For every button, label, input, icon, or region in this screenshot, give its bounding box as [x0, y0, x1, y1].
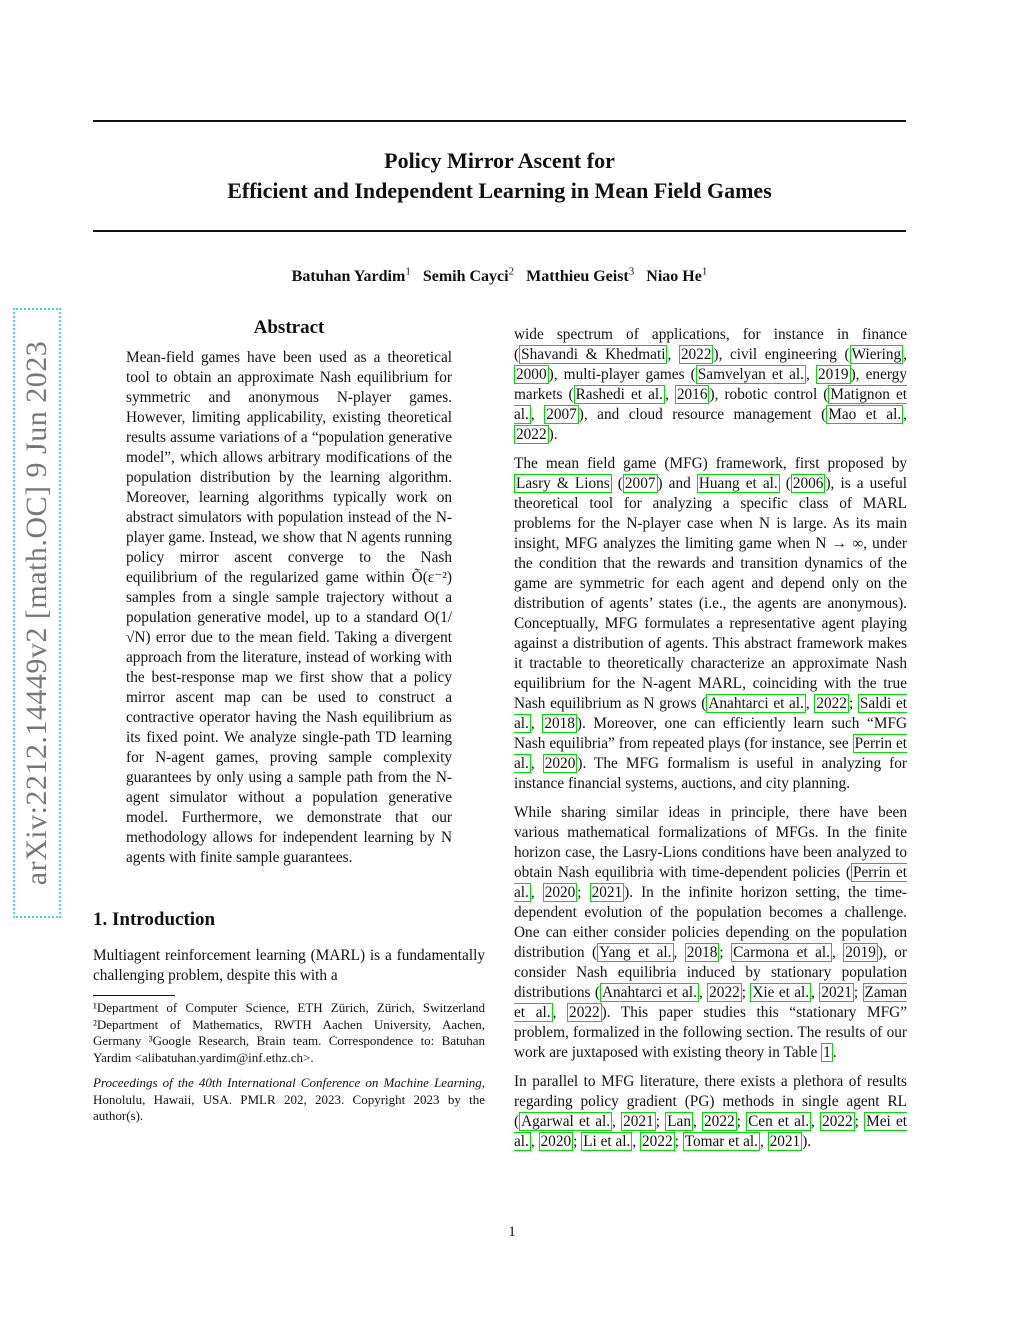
- author: Batuhan Yardim$^1$: [291, 266, 411, 286]
- citation-link[interactable]: 2022: [709, 984, 740, 1001]
- footnote-proceedings: Proceedings of the 40th International Conference on Machine Learning, Honolulu, Hawaii, USA. PMLR 202, 2023. Copyright 2023 by the author(s).: [93, 1075, 485, 1123]
- citation-link[interactable]: Matignon et al.: [514, 386, 907, 423]
- citation-link[interactable]: 2022: [704, 1113, 735, 1130]
- citation-link[interactable]: 2022: [516, 426, 547, 443]
- citation-link[interactable]: 2018: [544, 715, 575, 732]
- author: Niao He$^1$: [646, 266, 708, 286]
- citation-link[interactable]: Carmona et al.: [733, 944, 830, 961]
- citation-link[interactable]: 2007: [546, 406, 577, 423]
- right-column: [514, 325, 907, 1161]
- citation-link[interactable]: 2020: [544, 884, 576, 901]
- citation-link[interactable]: 2021: [769, 1133, 801, 1150]
- citation-link[interactable]: 2021: [591, 884, 623, 901]
- paragraph: wide spectrum of applications, for instance in finance ( Shavandi & Khedmati , 2022 ), civil engineering ( Wiering , 2000 ), multi-player games ( Samvelyan et al. , 2019 ), energy markets ( Rashedi et al. , 2016 ), robotic control ( Matignon et al. , 2007 ), and cloud resource management ( Mao et al. , 2022 ).: [514, 326, 907, 443]
- citation-link[interactable]: 2022: [569, 1004, 600, 1021]
- citation-link[interactable]: Anahtarci et al.: [708, 695, 804, 712]
- paragraph: While sharing similar ideas in principle, there have been various mathematical formalizations of MFGs. In the finite horizon case, the Lasry-Lions conditions have been analyzed to obtain Nash equilibria with time-dependent policies ( Perrin et al. , 2020 ; 2021 ). In the infinite horizon setting, the time-dependent evolution of the population becomes a challenge. One can either consider policies depending on the population distribution ( Yang et al. , 2018 ; Carmona et al. , 2019 ), or consider Nash equilibria induced by stationary population distributions ( Anahtarci et al. , 2022 ; Xie et al. , 2021 ; Zaman et al. , 2022 ). This paper studies this “stationary MFG” problem, formalized in the following section. The results of our work are juxtaposed with existing theory in Table 1 .: [514, 804, 908, 1061]
- table-reference-link[interactable]: 1: [823, 1044, 831, 1061]
- title-line-1: Policy Mirror Ascent for: [384, 148, 615, 173]
- citation-link[interactable]: Yang et al.: [599, 944, 672, 961]
- paragraph: The mean field game (MFG) framework, first proposed by Lasry & Lions ( 2007 ) and Huang et al. ( 2006 ), is a useful theoretical tool for analyzing a specific class of MARL problems for the N-player case when N is large. As its main insight, MFG analyzes the limiting game when N → ∞, under the condition that the rewards and transition dynamics of the game are symmetric for each agent and depend only on the distribution of agents’ states (i.e., the agents are anonymous). Conceptually, MFG formulates a representative agent playing against a distribution of agents. This abstract framework makes it tractable to theoretically characterize an approximate Nash equilibrium for the N-agent MARL, coinciding with the true Nash equilibrium as N grows ( Anahtarci et al. , 2022 ; Saldi et al. , 2018 ). Moreover, one can efficiently learn such “MFG Nash equilibria” from repeated plays (for instance, see Perrin et al. , 2020 ). The MFG formalism is useful in analyzing for instance financial systems, auctions, and city planning.: [514, 455, 908, 792]
- citation-link[interactable]: Perrin et al.: [514, 735, 908, 772]
- citation-link[interactable]: 2020: [540, 1133, 572, 1150]
- left-column: [93, 318, 485, 1134]
- citation-link[interactable]: 2021: [623, 1113, 654, 1130]
- citation-link[interactable]: Agarwal et al.: [521, 1113, 611, 1130]
- abstract-text: Mean-field games have been used as a theoretical tool to obtain an approximate Nash equilibrium for symmetric and anonymous N-player games. However, limiting applicability, existing theoretical results assume variations of a “population generative model”, which allows arbitrary modifications of the population distribution by the learning algorithm. Moreover, learning algorithms typically work on abstract simulators with population instead of the N-player game. Instead, we show that N agents running policy mirror ascent converge to the Nash equilibrium of the regularized game within Õ(ε⁻²) samples from a single sample trajectory without a population generative model, up to a standard O(1/√N) error due to the mean field. Taking a divergent approach from the literature, instead of working with the best-response map we first show that a policy mirror ascent map can be used to construct a contractive operator having the Nash equilibrium as its fixed point. We analyze single-path TD learning for N-agent games, proving sample complexity guarantees by only using a sample path from the N-agent simulator without a population generative model. Furthermore, we demonstrate that our methodology allows for independent learning by N agents with finite sample guarantees.: [126, 349, 452, 866]
- citation-link[interactable]: Li et al.: [583, 1133, 631, 1150]
- author: Semih Cayci$^2$: [422, 266, 515, 286]
- citation-link[interactable]: 2021: [821, 984, 852, 1001]
- citation-link[interactable]: 2020: [544, 755, 576, 772]
- citation-link[interactable]: Anahtarci et al.: [601, 984, 697, 1001]
- arxiv-id: arXiv:2212.14449v2 [math.OC] 9 Jun 2023: [20, 340, 53, 886]
- page-number: 1: [508, 1224, 516, 1240]
- citation-link[interactable]: 2022: [642, 1133, 673, 1150]
- footnote-affiliations: ¹Department of Computer Science, ETH Zürich, Zürich, Switzerland ²Department of Mathematics, RWTH Aachen University, Aachen, Germany ³Google Research, Brain team. Correspondence to: Batuhan Yardim <alibatuhan.yardim@inf.ethz.ch>.: [93, 1000, 485, 1065]
- citation-link[interactable]: Mao et al.: [828, 406, 902, 423]
- citation-link[interactable]: 2000: [516, 366, 547, 383]
- citation-link[interactable]: Zaman et al.: [514, 984, 908, 1021]
- bottom-title-rule: [93, 230, 906, 232]
- citation-link[interactable]: 2019: [845, 944, 876, 961]
- citation-link[interactable]: 2018: [686, 944, 718, 961]
- citation-link[interactable]: 2019: [817, 366, 849, 383]
- section-heading-introduction: 1. Introduction: [93, 909, 216, 930]
- author-list: [93, 266, 906, 286]
- citation-link[interactable]: 2022: [822, 1113, 853, 1130]
- citation-link[interactable]: Samvelyan et al.: [697, 366, 804, 383]
- citation-link[interactable]: 2022: [680, 346, 712, 363]
- citation-link[interactable]: 2016: [676, 386, 708, 403]
- citation-link[interactable]: Cen et al.: [748, 1113, 810, 1130]
- citation-link[interactable]: 2007: [624, 475, 656, 492]
- citation-link[interactable]: Shavandi & Khedmati: [521, 346, 666, 363]
- citation-link[interactable]: 2022: [816, 695, 847, 712]
- author: Matthieu Geist$^3$: [526, 266, 635, 286]
- citation-link[interactable]: Saldi et al.: [514, 695, 907, 732]
- paragraph: In parallel to MFG literature, there exists a plethora of results regarding policy gradient (PG) methods in single agent RL ( Agarwal et al. , 2021 ; Lan , 2022 ; Cen et al. , 2022 ; Mei et al. , 2020 ; Li et al. , 2022 ; Tomar et al. , 2021 ).: [514, 1073, 908, 1150]
- arxiv-stamp[interactable]: [13, 308, 61, 918]
- citation-link[interactable]: 2006: [792, 475, 824, 492]
- intro-paragraph: Multiagent reinforcement learning (MARL) is a fundamentally challenging problem, despite this with a: [93, 947, 485, 984]
- citation-link[interactable]: Lasry & Lions: [516, 475, 610, 492]
- top-rule: [93, 120, 906, 122]
- citation-link[interactable]: Huang et al.: [698, 475, 778, 492]
- title-line-2: Efficient and Independent Learning in Mean Field Games: [227, 178, 772, 203]
- abstract-heading: Abstract: [253, 317, 325, 338]
- citation-link[interactable]: Rashedi et al.: [575, 386, 663, 403]
- citation-link[interactable]: Wiering: [851, 346, 902, 363]
- citation-link[interactable]: Xie et al.: [752, 984, 810, 1001]
- paper-title: [93, 146, 906, 206]
- citation-link[interactable]: Mei et al.: [514, 1113, 908, 1150]
- citation-link[interactable]: Perrin et al.: [514, 864, 908, 901]
- citation-link[interactable]: Tomar et al.: [684, 1133, 758, 1150]
- footnote-rule: [93, 995, 175, 996]
- citation-link[interactable]: Lan: [667, 1113, 691, 1130]
